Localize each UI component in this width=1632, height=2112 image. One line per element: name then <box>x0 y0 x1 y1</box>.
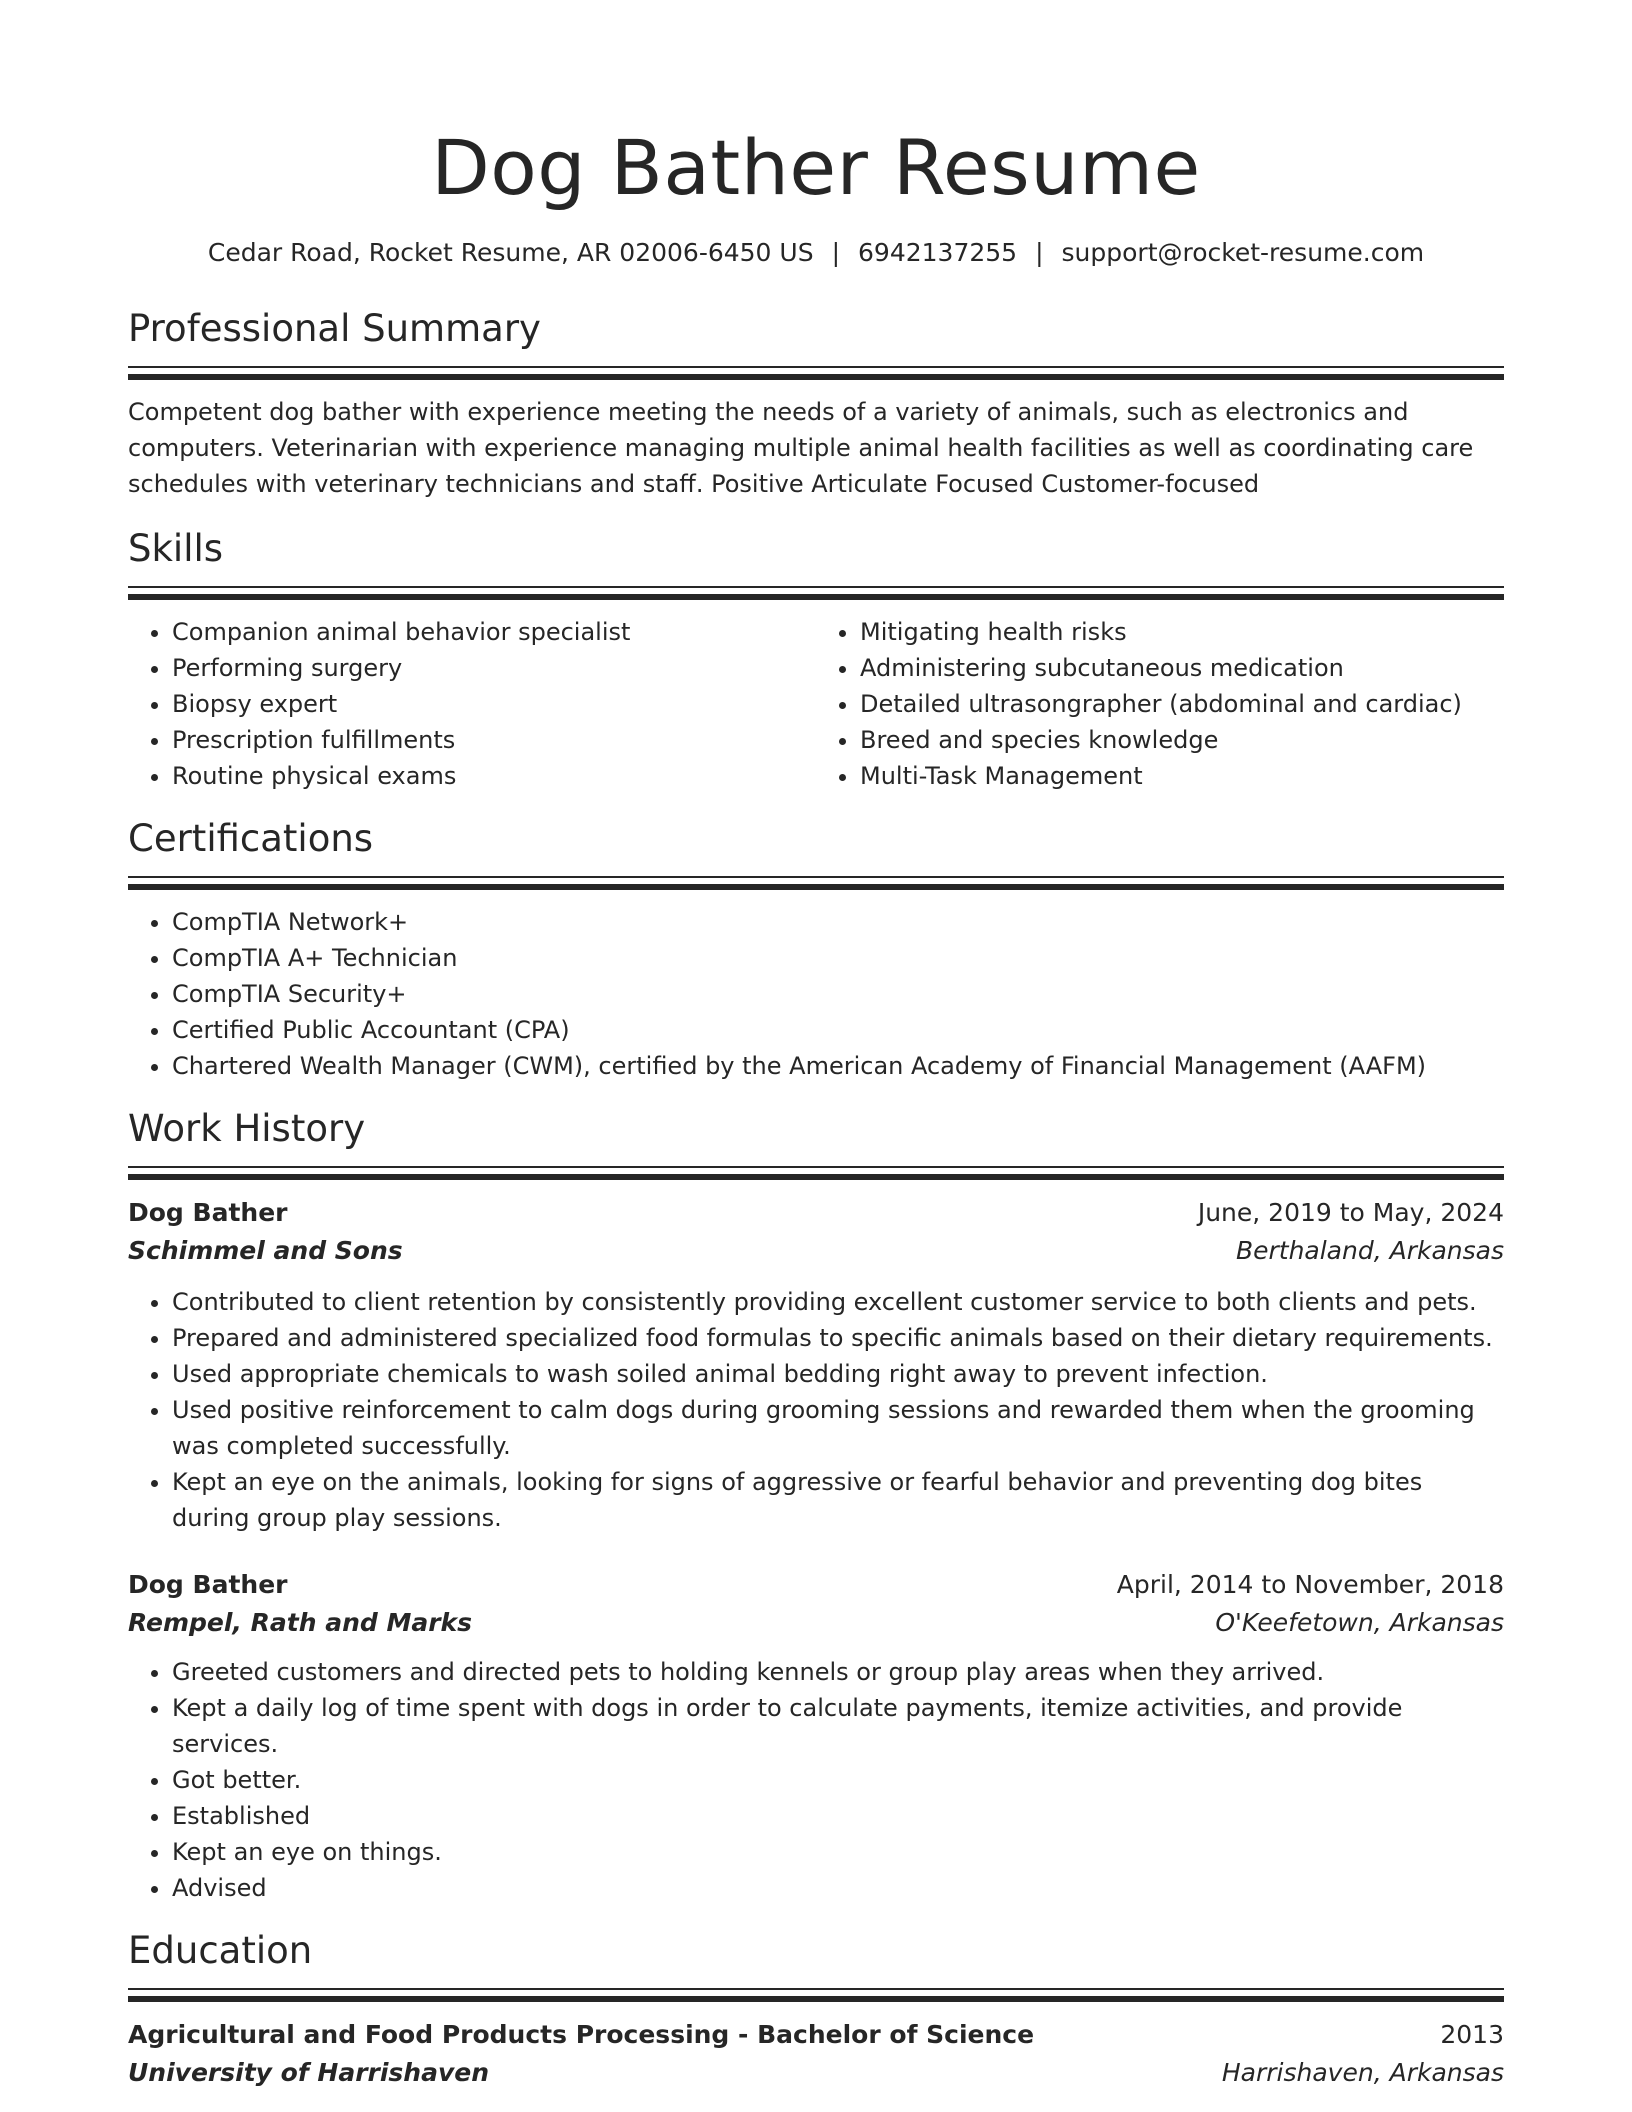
certification-item: • CompTIA A+ Technician <box>172 940 1504 976</box>
job-bullets <box>128 1654 1504 1906</box>
skill-item: • Mitigating health risks <box>860 614 1504 650</box>
job-bullet: • Contributed to client retention by consistently providing excellent customer service to both clients and pets. <box>172 1284 1504 1320</box>
job-dates: June, 2019 to May, 2024 <box>1197 1198 1504 1227</box>
job-company: Rempel, Rath and Marks <box>128 1608 473 1637</box>
job-header <box>128 1566 1504 1604</box>
certification-item: • CompTIA Network+ <box>172 904 1504 940</box>
job-bullet: • Greeted customers and directed pets to holding kennels or group play areas when they arrived. <box>172 1654 1504 1690</box>
job-title: Dog Bather <box>128 1570 288 1599</box>
job-entry <box>128 1194 1504 1536</box>
education-heading: Education <box>128 1929 313 1972</box>
skill-item: • Multi-Task Management <box>860 758 1504 794</box>
education-subheader <box>128 2054 1504 2092</box>
job-title: Dog Bather <box>128 1198 288 1227</box>
certification-item: • Chartered Wealth Manager (CWM), certified by the American Academy of Financial Management (AAFM) <box>172 1048 1504 1084</box>
job-location: Berthaland, Arkansas <box>1235 1236 1504 1265</box>
skill-item: • Administering subcutaneous medication <box>860 650 1504 686</box>
skill-item: • Detailed ultrasongrapher (abdominal and cardiac) <box>860 686 1504 722</box>
job-company: Schimmel and Sons <box>128 1236 403 1265</box>
summary-section <box>128 306 1504 502</box>
work-heading: Work History <box>128 1107 366 1150</box>
certifications-heading: Certifications <box>128 817 374 860</box>
job-header <box>128 1194 1504 1232</box>
job-bullet: • Kept a daily log of time spent with dogs in order to calculate payments, itemize activities, and provide services. <box>172 1690 1504 1762</box>
skill-item: • Routine physical exams <box>172 758 816 794</box>
skill-item: • Performing surgery <box>172 650 816 686</box>
job-bullets <box>128 1284 1504 1536</box>
education-location: Harrishaven, Arkansas <box>1221 2058 1504 2087</box>
resume-title: Dog Bather Resume <box>431 123 1201 212</box>
job-bullet: • Advised <box>172 1870 1504 1906</box>
skills-section <box>128 526 1504 794</box>
education-degree: Agricultural and Food Products Processing - Bachelor of Science <box>128 2020 1035 2049</box>
skills-list-left <box>128 614 816 794</box>
section-divider <box>128 366 1504 380</box>
job-bullet: • Established <box>172 1798 1504 1834</box>
job-bullet: • Kept an eye on the animals, looking for signs of aggressive or fearful behavior and preventing dog bites during group play sessions. <box>172 1464 1504 1536</box>
job-bullet: • Used positive reinforcement to calm dogs during grooming sessions and rewarded them when the grooming was completed successfully. <box>172 1392 1504 1464</box>
job-dates: April, 2014 to November, 2018 <box>1116 1570 1504 1599</box>
work-section <box>128 1106 1504 1906</box>
contact-separator: | <box>831 238 841 267</box>
skill-item: • Biopsy expert <box>172 686 816 722</box>
job-location: O'Keefetown, Arkansas <box>1215 1608 1504 1637</box>
education-entry <box>128 2016 1504 2092</box>
section-divider <box>128 1988 1504 2002</box>
job-bullet: • Got better. <box>172 1762 1504 1798</box>
skills-list-right <box>816 614 1504 794</box>
contact-separator: | <box>1035 238 1044 267</box>
job-bullet: • Kept an eye on things. <box>172 1834 1504 1870</box>
summary-heading: Professional Summary <box>128 307 541 350</box>
section-divider <box>128 876 1504 890</box>
certification-item: • CompTIA Security+ <box>172 976 1504 1012</box>
job-bullet: • Prepared and administered specialized food formulas to specific animals based on their dietary requirements. <box>172 1320 1504 1356</box>
contact-email: support@rocket-resume.com <box>1061 238 1425 267</box>
summary-text: Competent dog bather with experience meeting the needs of a variety of animals, such as electronics and computers. Veterinarian with experience managing multiple animal health facilities as well as coordinating care schedules with veterinary technicians and staff. Positive Articulate Focused Customer-focused <box>128 398 1474 498</box>
section-divider <box>128 1166 1504 1180</box>
job-subheader <box>128 1232 1504 1270</box>
job-subheader <box>128 1604 1504 1642</box>
contact-line <box>128 236 1504 270</box>
education-school: University of Harrishaven <box>128 2058 490 2087</box>
skill-item: • Breed and species knowledge <box>860 722 1504 758</box>
section-divider <box>128 586 1504 600</box>
job-entry <box>128 1566 1504 1906</box>
job-bullet: • Used appropriate chemicals to wash soiled animal bedding right away to prevent infection. <box>172 1356 1504 1392</box>
certification-item: • Certified Public Accountant (CPA) <box>172 1012 1504 1048</box>
skills-columns <box>128 614 1504 794</box>
education-header <box>128 2016 1504 2054</box>
contact-address: Cedar Road, Rocket Resume, AR 02006-6450 US <box>207 238 814 267</box>
certifications-section <box>128 816 1504 1084</box>
education-section <box>128 1928 1504 2092</box>
skills-heading: Skills <box>128 527 224 570</box>
certifications-list <box>128 904 1504 1084</box>
education-year: 2013 <box>1440 2020 1504 2049</box>
skill-item: • Companion animal behavior specialist <box>172 614 816 650</box>
contact-phone: 6942137255 <box>858 238 1018 267</box>
skill-item: • Prescription fulfillments <box>172 722 816 758</box>
